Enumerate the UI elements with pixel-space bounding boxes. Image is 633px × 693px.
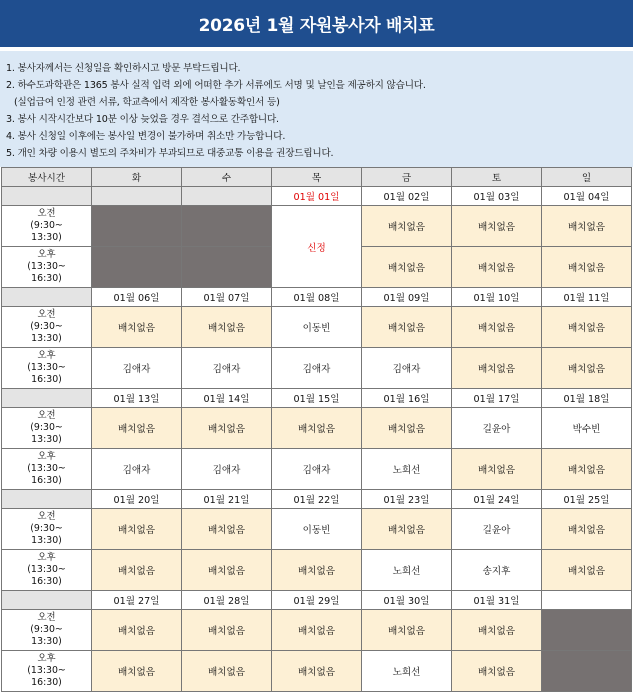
notice-line: 5. 개인 차량 이용시 별도의 주차비가 부과되므로 대중교통 이용을 권장드립니다.: [6, 148, 334, 159]
notice-line: 3. 봉사 시작시간보다 10분 이상 늦었을 경우 결석으로 간주합니다.: [6, 114, 279, 125]
date-row-spacer: [2, 490, 92, 509]
date-cell: 01월 02일: [362, 187, 452, 206]
date-cell: 01월 06일: [92, 288, 182, 307]
assignment-cell: 배치없음: [182, 651, 272, 692]
date-cell: [92, 187, 182, 206]
assignment-cell: 배치없음: [542, 247, 632, 288]
notice-line: 4. 봉사 신청일 이후에는 봉사일 변경이 불가하며 취소만 가능합니다.: [6, 131, 286, 142]
assignment-cell: 배치없음: [272, 408, 362, 449]
assignment-cell: 배치없음: [182, 610, 272, 651]
assignment-cell: 김애자: [92, 449, 182, 490]
date-cell: 01월 04일: [542, 187, 632, 206]
assignment-cell: 배치없음: [272, 550, 362, 591]
assignment-cell: 배치없음: [452, 307, 542, 348]
assignment-cell: 배치없음: [542, 348, 632, 389]
slot-row-pm: [2, 348, 632, 389]
assignment-cell: 배치없음: [362, 610, 452, 651]
assignment-cell: 배치없음: [182, 550, 272, 591]
date-row: [2, 490, 632, 509]
assignment-cell: 배치없음: [362, 247, 452, 288]
assignment-cell: 배치없음: [542, 509, 632, 550]
assignment-cell: 배치없음: [92, 408, 182, 449]
date-cell: 01월 22일: [272, 490, 362, 509]
assignment-cell: 배치없음: [362, 307, 452, 348]
blocked-cell: [182, 247, 272, 288]
assignment-cell: 배치없음: [542, 449, 632, 490]
date-cell: 01월 25일: [542, 490, 632, 509]
assignment-cell: 노희선: [362, 651, 452, 692]
date-row: [2, 389, 632, 408]
notice-line: 2. 하수도과학관은 1365 봉사 실적 입력 외에 어떠한 추가 서류에도 서명 및 날인을 제공하지 않습니다.: [6, 80, 426, 91]
slot-row-am: [2, 408, 632, 449]
assignment-cell: 배치없음: [452, 651, 542, 692]
date-cell: 01월 29일: [272, 591, 362, 610]
slot-row-am: [2, 307, 632, 348]
header-sun: 일: [542, 168, 632, 187]
assignment-cell: 배치없음: [452, 348, 542, 389]
slot-label-pm: 오후 (13:30~ 16:30): [2, 247, 92, 288]
assignment-cell: 김애자: [182, 449, 272, 490]
assignment-cell: 배치없음: [452, 610, 542, 651]
assignment-cell: 배치없음: [362, 509, 452, 550]
date-cell: 01월 15일: [272, 389, 362, 408]
date-cell: 01월 23일: [362, 490, 452, 509]
assignment-cell: 배치없음: [362, 206, 452, 247]
slot-label-pm: 오후 (13:30~ 16:30): [2, 550, 92, 591]
date-cell: 01월 18일: [542, 389, 632, 408]
assignment-cell: 배치없음: [542, 307, 632, 348]
date-cell: 01월 03일: [452, 187, 542, 206]
date-row-spacer: [2, 389, 92, 408]
date-row-spacer: [2, 288, 92, 307]
date-cell: 01월 30일: [362, 591, 452, 610]
blocked-cell: [182, 206, 272, 247]
header-time: 봉사시간: [2, 168, 92, 187]
date-cell: 01월 28일: [182, 591, 272, 610]
blocked-cell: [92, 206, 182, 247]
assignment-cell: 배치없음: [452, 206, 542, 247]
date-cell: 01월 31일: [452, 591, 542, 610]
date-cell: 01월 14일: [182, 389, 272, 408]
date-cell: 01월 07일: [182, 288, 272, 307]
date-cell: [542, 591, 632, 610]
header-thu: 목: [272, 168, 362, 187]
assignment-cell: 배치없음: [542, 206, 632, 247]
slot-label-pm: 오후 (13:30~ 16:30): [2, 651, 92, 692]
assignment-cell: 김애자: [272, 449, 362, 490]
header-tue: 화: [92, 168, 182, 187]
slot-label-am: 오전 (9:30~ 13:30): [2, 408, 92, 449]
assignment-cell: 배치없음: [92, 651, 182, 692]
assignment-cell: 길윤아: [452, 408, 542, 449]
notice-line: (실업급여 인정 관련 서류, 학교측에서 제작한 봉사활동확인서 등): [14, 97, 280, 108]
holiday-cell: 신정: [272, 206, 362, 288]
date-cell: 01월 13일: [92, 389, 182, 408]
slot-row-pm: [2, 550, 632, 591]
date-cell: 01월 08일: [272, 288, 362, 307]
slot-label-pm: 오후 (13:30~ 16:30): [2, 348, 92, 389]
assignment-cell: 배치없음: [92, 307, 182, 348]
blocked-cell: [542, 610, 632, 651]
notice-line: 1. 봉사자께서는 신청일을 확인하시고 방문 부탁드립니다.: [6, 63, 241, 74]
schedule-table: [1, 167, 632, 692]
date-cell: 01월 27일: [92, 591, 182, 610]
date-cell: [182, 187, 272, 206]
assignment-cell: 길윤아: [452, 509, 542, 550]
header-wed: 수: [182, 168, 272, 187]
date-cell: 01월 20일: [92, 490, 182, 509]
date-row-spacer: [2, 591, 92, 610]
slot-row-am: [2, 509, 632, 550]
assignment-cell: 배치없음: [452, 247, 542, 288]
slot-row-pm: [2, 651, 632, 692]
assignment-cell: 배치없음: [92, 610, 182, 651]
date-cell: 01월 10일: [452, 288, 542, 307]
date-cell: 01월 09일: [362, 288, 452, 307]
assignment-cell: 이동빈: [272, 509, 362, 550]
slot-row-am: [2, 610, 632, 651]
blocked-cell: [92, 247, 182, 288]
date-row: [2, 288, 632, 307]
slot-label-am: 오전 (9:30~ 13:30): [2, 307, 92, 348]
slot-label-pm: 오후 (13:30~ 16:30): [2, 449, 92, 490]
assignment-cell: 배치없음: [92, 550, 182, 591]
assignment-cell: 김애자: [272, 348, 362, 389]
date-cell: 01월 01일: [272, 187, 362, 206]
date-cell: 01월 24일: [452, 490, 542, 509]
header-row: [2, 168, 632, 187]
assignment-cell: 배치없음: [272, 651, 362, 692]
slot-label-am: 오전 (9:30~ 13:30): [2, 206, 92, 247]
slot-row-pm: [2, 449, 632, 490]
date-cell: 01월 11일: [542, 288, 632, 307]
assignment-cell: 배치없음: [92, 509, 182, 550]
slot-row-am: [2, 206, 632, 247]
date-row: [2, 187, 632, 206]
assignment-cell: 김애자: [92, 348, 182, 389]
date-cell: 01월 17일: [452, 389, 542, 408]
assignment-cell: 배치없음: [182, 307, 272, 348]
header-fri: 금: [362, 168, 452, 187]
assignment-cell: 박수빈: [542, 408, 632, 449]
assignment-cell: 이동빈: [272, 307, 362, 348]
assignment-cell: 송지후: [452, 550, 542, 591]
assignment-cell: 노희선: [362, 550, 452, 591]
slot-label-am: 오전 (9:30~ 13:30): [2, 509, 92, 550]
blocked-cell: [542, 651, 632, 692]
date-cell: 01월 21일: [182, 490, 272, 509]
page-title: 2026년 1월 자원봉사자 배치표: [0, 0, 633, 47]
slot-label-am: 오전 (9:30~ 13:30): [2, 610, 92, 651]
assignment-cell: 배치없음: [272, 610, 362, 651]
assignment-cell: 배치없음: [542, 550, 632, 591]
date-row-spacer: [2, 187, 92, 206]
assignment-cell: 노희선: [362, 449, 452, 490]
date-row: [2, 591, 632, 610]
assignment-cell: 김애자: [362, 348, 452, 389]
assignment-cell: 김애자: [182, 348, 272, 389]
assignment-cell: 배치없음: [182, 509, 272, 550]
assignment-cell: 배치없음: [362, 408, 452, 449]
date-cell: 01월 16일: [362, 389, 452, 408]
assignment-cell: 배치없음: [452, 449, 542, 490]
notice-box: [0, 51, 633, 167]
assignment-cell: 배치없음: [182, 408, 272, 449]
header-sat: 토: [452, 168, 542, 187]
